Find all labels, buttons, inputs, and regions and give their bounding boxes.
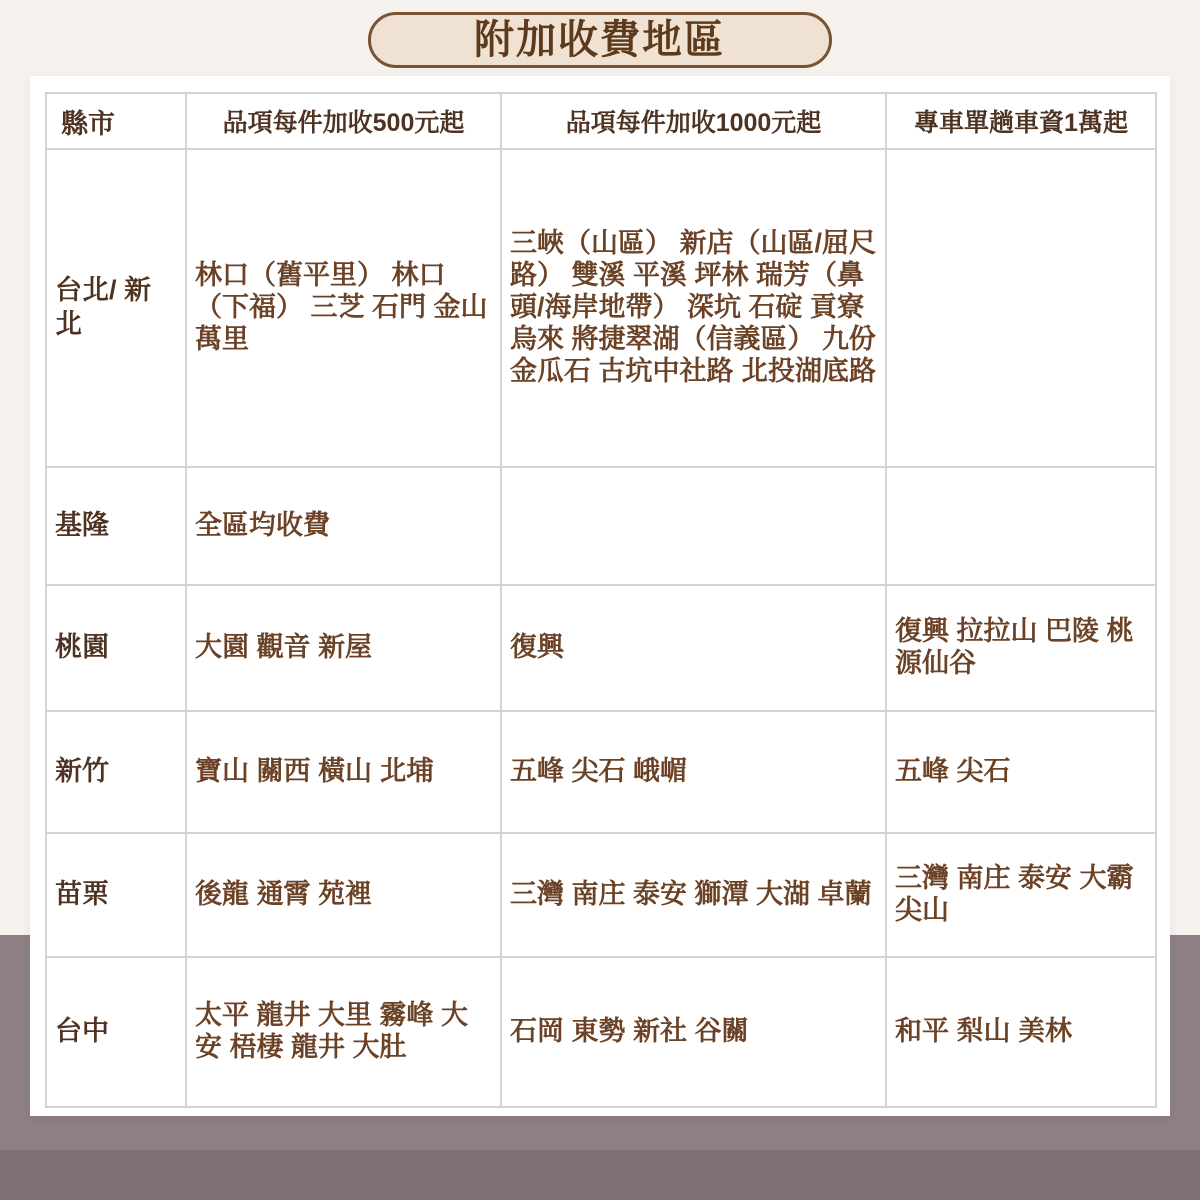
table-row <box>46 585 1156 711</box>
row-charter-areas: 復興 拉拉山 巴陵 桃源仙谷 <box>886 585 1156 711</box>
row-fee500-areas: 大園 觀音 新屋 <box>186 585 501 711</box>
table-row <box>46 833 1156 957</box>
table-row <box>46 711 1156 833</box>
column-header-charter: 專車單趟車資1萬起 <box>886 93 1156 149</box>
table-row <box>46 957 1156 1107</box>
table-header-row <box>46 93 1156 149</box>
row-fee500-areas: 林口（舊平里） 林口（下福） 三芝 石門 金山 萬里 <box>186 149 501 467</box>
table-row <box>46 149 1156 467</box>
row-city-label: 基隆 <box>46 467 186 585</box>
row-city-label: 台北/ 新北 <box>46 149 186 467</box>
column-header-city: 縣市 <box>46 93 186 149</box>
row-fee1000-areas <box>501 467 886 585</box>
row-city-label: 桃園 <box>46 585 186 711</box>
column-header-fee1000: 品項每件加收1000元起 <box>501 93 886 149</box>
row-fee1000-areas: 五峰 尖石 峨嵋 <box>501 711 886 833</box>
row-fee500-areas: 寶山 關西 橫山 北埔 <box>186 711 501 833</box>
row-fee500-areas: 全區均收費 <box>186 467 501 585</box>
row-fee500-areas: 太平 龍井 大里 霧峰 大安 梧棲 龍井 大肚 <box>186 957 501 1107</box>
row-fee1000-areas: 三灣 南庄 泰安 獅潭 大湖 卓蘭 <box>501 833 886 957</box>
row-charter-areas: 五峰 尖石 <box>886 711 1156 833</box>
row-city-label: 台中 <box>46 957 186 1107</box>
row-charter-areas: 和平 梨山 美林 <box>886 957 1156 1107</box>
row-city-label: 苗栗 <box>46 833 186 957</box>
page-background-bottom-strip <box>0 1150 1200 1200</box>
row-charter-areas <box>886 467 1156 585</box>
table-body <box>46 149 1156 1107</box>
title-banner <box>368 12 832 68</box>
row-fee1000-areas: 復興 <box>501 585 886 711</box>
surcharge-area-table <box>45 92 1157 1108</box>
row-fee1000-areas: 石岡 東勢 新社 谷關 <box>501 957 886 1107</box>
table-head <box>46 93 1156 149</box>
row-fee500-areas: 後龍 通霄 苑裡 <box>186 833 501 957</box>
row-fee1000-areas: 三峽（山區） 新店（山區/屈尺路） 雙溪 平溪 坪林 瑞芳（鼻頭/海岸地帶） 深坑 石碇 貢寮 烏來 將捷翠湖（信義區） 九份 金瓜石 古坑中社路 北投湖底路 <box>501 149 886 467</box>
row-city-label: 新竹 <box>46 711 186 833</box>
row-charter-areas: 三灣 南庄 泰安 大霸尖山 <box>886 833 1156 957</box>
page-title: 附加收費地區 <box>474 18 726 62</box>
table-row <box>46 467 1156 585</box>
row-charter-areas <box>886 149 1156 467</box>
column-header-fee500: 品項每件加收500元起 <box>186 93 501 149</box>
